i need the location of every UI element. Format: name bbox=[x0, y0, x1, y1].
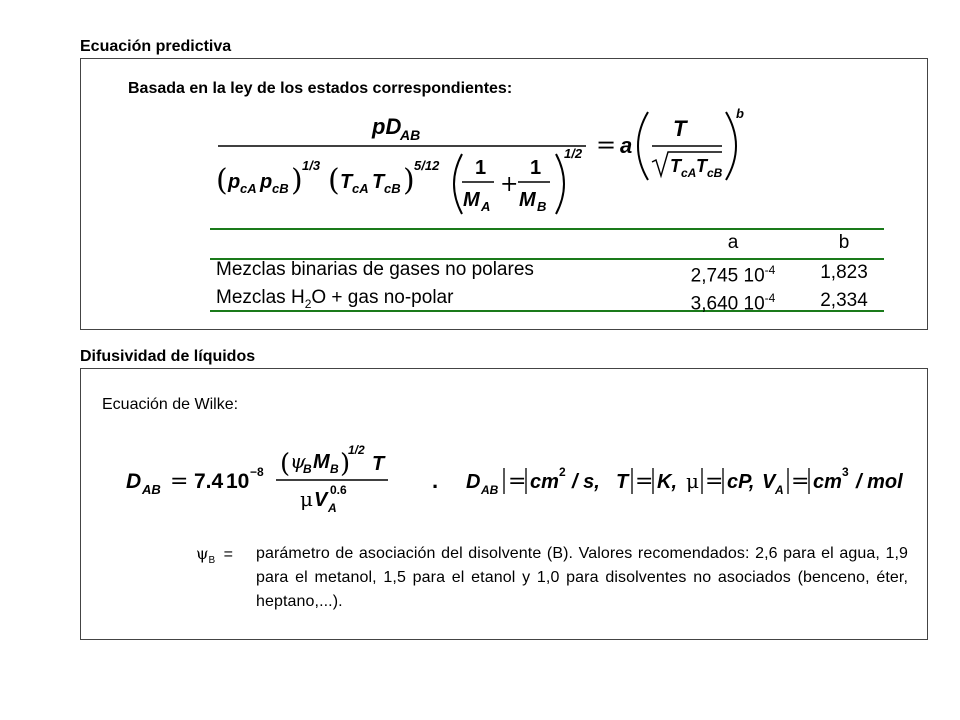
p-cb: p bbox=[260, 171, 273, 193]
eq-numerator-sub: AB bbox=[400, 127, 421, 143]
v-a-sub: A bbox=[328, 501, 337, 515]
t-cb-sub: cB bbox=[384, 181, 401, 196]
coef-a: a bbox=[620, 133, 633, 158]
row-b-value: 1,823 bbox=[820, 262, 868, 284]
paren-close-2: ) bbox=[403, 163, 415, 198]
unit-cm3: cm bbox=[813, 471, 842, 493]
table-row bbox=[210, 259, 884, 287]
m-b-sub: B bbox=[330, 462, 339, 476]
psi-b-description: parámetro de asociación del disolvente (B). Valores recomendados: 2,6 para el agua, 1,9 para el metanol, 1,5 para el etanol y 1,0 para disolventes no asociados (benceno, éter, heptano,...). bbox=[256, 545, 908, 610]
unit-cm: cm bbox=[530, 471, 559, 493]
one-b: 1 bbox=[530, 157, 542, 179]
units-d-ab-sub: AB bbox=[481, 483, 499, 497]
exp-one-third: 1/3 bbox=[302, 158, 321, 173]
unit-k: K, bbox=[657, 471, 677, 493]
row-a-value: 2,745 $10^{-4}$ bbox=[690, 262, 776, 287]
psi-equals: = bbox=[223, 546, 234, 563]
psi-symbol-sub: B bbox=[208, 555, 216, 567]
header-a: a bbox=[727, 232, 739, 253]
exp-one-half: 1/2 bbox=[564, 146, 583, 161]
unit-cm-cubed: 3 bbox=[842, 465, 849, 479]
predictive-subtitle: Basada en la ley de los estados correspondientes: bbox=[128, 80, 513, 97]
sqrt-t-cb-sub: cB bbox=[707, 166, 723, 180]
unit-t: T bbox=[616, 471, 629, 493]
sqrt-t-ca: T bbox=[670, 156, 681, 176]
wilke-equals: = bbox=[170, 469, 189, 494]
paren-open-1: ( bbox=[216, 163, 228, 198]
sqrt-t-cb: T bbox=[696, 156, 707, 176]
table-header-row bbox=[210, 228, 884, 259]
section-title-predictive: Ecuación predictiva bbox=[80, 38, 232, 55]
m-a-sub: A bbox=[481, 199, 491, 214]
v-a: V bbox=[314, 489, 328, 511]
rhs-paren-close bbox=[726, 112, 736, 180]
wilke-equation bbox=[120, 440, 920, 520]
m-b-sub: B bbox=[537, 199, 547, 214]
unit-cp: cP, bbox=[727, 471, 755, 493]
exp-five-twelfths: 5/12 bbox=[414, 158, 440, 173]
units-equals: = bbox=[705, 469, 724, 494]
row-a-value: 3,640 $10^{-4}$ bbox=[690, 290, 776, 314]
psi-symbol: ψ bbox=[196, 544, 209, 563]
p-ca: p bbox=[228, 171, 241, 193]
separator-dot: . bbox=[432, 468, 439, 493]
row-b-value: 2,334 bbox=[820, 290, 868, 312]
psi-b-label bbox=[196, 544, 233, 566]
paren-close-1: ) bbox=[291, 163, 303, 198]
d-ab-sub: AB bbox=[142, 482, 161, 497]
coefficients-table bbox=[210, 228, 884, 315]
big-paren-close bbox=[556, 154, 564, 214]
p-ca-sub: cA bbox=[240, 181, 257, 196]
m-b: M bbox=[519, 189, 536, 211]
sqrt-t-ca-sub: cA bbox=[681, 166, 697, 180]
t-ca: T bbox=[340, 171, 353, 193]
exp-b: b bbox=[736, 106, 744, 121]
big-paren-open bbox=[454, 154, 462, 214]
m-a: M bbox=[463, 189, 480, 211]
v-a-exponent: 0.6 bbox=[330, 483, 347, 497]
wilke-subtitle: Ecuación de Wilke: bbox=[102, 396, 239, 413]
equals-sign: = bbox=[596, 131, 617, 159]
correspondent-states-equation bbox=[200, 98, 760, 223]
t-ca-sub: cA bbox=[352, 181, 369, 196]
plus-sign: + bbox=[500, 172, 519, 197]
section-title-liquids: Difusividad de líquidos bbox=[80, 348, 256, 365]
rhs-paren-open bbox=[638, 112, 648, 180]
psi-b: ψ bbox=[290, 449, 306, 473]
units-d-ab: D bbox=[466, 471, 481, 493]
m-b: M bbox=[313, 451, 330, 473]
row-label: Mezclas binarias de gases no polares bbox=[216, 259, 534, 280]
table-row bbox=[210, 287, 884, 315]
mu: μ bbox=[300, 487, 313, 511]
units-equals: = bbox=[635, 469, 654, 494]
temperature: T bbox=[372, 453, 385, 475]
coef-exponent: −8 bbox=[250, 465, 264, 479]
units-equals: = bbox=[508, 469, 527, 494]
units-equals: = bbox=[791, 469, 810, 494]
d-ab: D bbox=[126, 470, 142, 493]
one-a: 1 bbox=[475, 157, 487, 179]
rhs-t: T bbox=[673, 116, 687, 141]
header-b: b bbox=[838, 232, 850, 253]
unit-v-a-sub: A bbox=[775, 483, 784, 497]
unit-mu: μ bbox=[686, 469, 699, 493]
unit-per-s: / s, bbox=[572, 471, 600, 493]
paren-open-2: ( bbox=[328, 163, 340, 198]
unit-cm-squared: 2 bbox=[559, 465, 566, 479]
header-empty bbox=[210, 228, 662, 259]
unit-per-mol: / mol bbox=[856, 471, 903, 493]
coef-7-4: 7.4 bbox=[194, 470, 224, 493]
ten: 10 bbox=[226, 470, 250, 493]
row-label: Mezclas $H_2O$ + gas no-polar bbox=[216, 286, 454, 311]
paren-open-psi: ( bbox=[280, 449, 291, 479]
eq-numerator: pD bbox=[372, 114, 402, 139]
psi-b-sub: B bbox=[303, 462, 312, 476]
exp-one-half: 1/2 bbox=[348, 443, 365, 457]
paren-close-psi: ) bbox=[340, 449, 351, 479]
t-cb: T bbox=[372, 171, 385, 193]
unit-v-a: V bbox=[762, 471, 776, 493]
p-cb-sub: cB bbox=[272, 181, 289, 196]
